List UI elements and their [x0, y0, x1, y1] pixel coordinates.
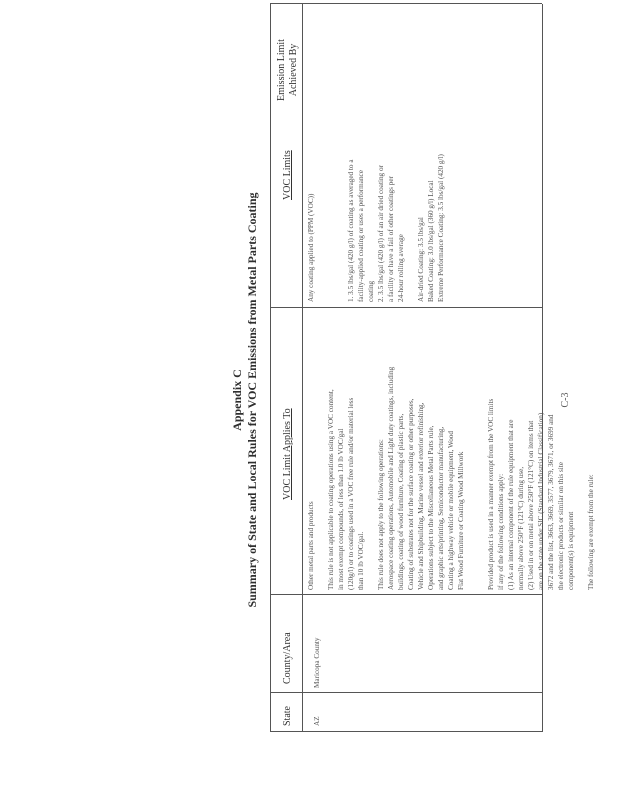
voc-limit-line	[336, 122, 346, 302]
row-state: AZ	[313, 716, 321, 726]
voc-limit-line	[316, 122, 326, 302]
applies-to-line: (2) Used in or on metal above 250°F (121°C) on items that	[527, 420, 535, 590]
applies-to-line: Operations subject to the Miscellaneous Metal Parts rule,	[427, 425, 435, 590]
voc-limit-line	[326, 122, 336, 302]
appendix-label: Appendix C	[230, 369, 244, 431]
applies-to-line: Flat Wood Furniture or Coating Wood Millwork	[457, 451, 465, 590]
col-divider-voc	[270, 307, 542, 308]
header-voc-limits: VOC Limits	[282, 150, 293, 200]
applies-to-line	[316, 312, 326, 590]
page-title: Summary of State and Local Rules for VOC Emissions from Metal Parts Coating	[245, 192, 259, 608]
voc-limit-line: a facility or have a fail of other coatings per	[387, 176, 395, 302]
applies-to-line: in most exempt compounds, of less than 1.0 lb VOC/gal	[337, 428, 345, 590]
applies-to-line: if any of the following conditions apply:	[497, 473, 505, 590]
col-divider-state	[270, 692, 542, 693]
applies-to-line: This rule is not applicable to coating operations using a VOC content,	[327, 389, 335, 590]
applies-to-line: are on the state under SIC (Standard Industrial Classification)	[537, 412, 545, 590]
applies-to-line: than 10 lb VOC/gal.	[357, 531, 365, 590]
voc-limit-line: facility-applied coating or uses a performance	[357, 170, 365, 302]
applies-to-line: The following are exempt from the rule:	[587, 474, 595, 590]
applies-to-line: (1) As an internal component of the rule equipment that are	[507, 419, 515, 590]
voc-limit-line: coating	[367, 280, 375, 302]
table-top-rule	[270, 4, 271, 732]
voc-limit-line: Extreme Performance Coating: 3.5 lbs/gal (420 g/l)	[437, 154, 445, 302]
voc-limit-line: Baked Coating: 3.0 lbs/gal (360 g/l) Local	[427, 180, 435, 302]
applies-to-line: Other metal parts and products	[307, 501, 315, 590]
applies-to-line: component(s) is equipment	[567, 511, 575, 590]
page-number: C-3	[560, 392, 571, 408]
applies-to-line: buildings, coating of wood furniture, Coating of plastic parts,	[397, 413, 405, 590]
header-state: State	[282, 706, 293, 726]
applies-to-line: Coating a highway vehicle or mobile equipment, Wood	[447, 431, 455, 590]
applies-to-line	[466, 312, 476, 590]
table-left-border	[270, 731, 542, 732]
row-county: Maricopa County	[313, 637, 321, 688]
table-right-border	[270, 3, 542, 4]
applies-to-line	[476, 312, 486, 590]
voc-limit-line: Air-dried Coating: 3.5 lbs/gal	[417, 217, 425, 302]
voc-limit-line: 24-hour rolling average	[397, 234, 405, 302]
applies-to-line: This rule does not apply to the following operations:	[377, 439, 385, 590]
voc-limit-line	[406, 122, 416, 302]
applies-to-line	[366, 312, 376, 590]
applies-to-line: and graphic arts/printing, Semiconductor manufacturing,	[437, 426, 445, 590]
row-emission-limit-text	[306, 8, 456, 116]
header-emission-limit: Emission Limit Achieved By	[276, 39, 299, 101]
voc-limit-line: 2. 3.5 lbs/gal (420 g/l) of an air dried coating or	[377, 165, 385, 302]
applies-to-line	[576, 312, 586, 590]
applies-to-line: Coating of substrates not for the surface coating or other purposes,	[407, 398, 415, 590]
voc-limit-line: 1. 3.5 lbs/gal (420 g/l) of coating as averaged to a	[347, 159, 355, 302]
applies-to-line: normally above 250°F (121°C) during use,	[517, 466, 525, 590]
applies-to-line: the electronic products or similar on this site	[557, 462, 565, 590]
col-divider-county	[270, 594, 542, 595]
applies-to-line: Provided product is used in a manner exempt from the VOC limits	[487, 398, 495, 590]
applies-to-line: Aerospace coating operations, Automobile and Light duty coatings, including	[387, 366, 395, 590]
applies-to-line: Vehicle and Shipbuilding, Marine vessel and exterior refinishing,	[417, 402, 425, 590]
header-county: County/Area	[282, 632, 293, 684]
applies-to-line: (120g/l) or to coatings used in a VOC free rule and/or material less	[347, 397, 355, 590]
row-voc-limits-text	[306, 122, 456, 302]
header-applies-to: VOC Limit Applies To	[282, 408, 293, 500]
table-header-rule	[302, 4, 303, 732]
applies-to-line: 3672 and the list, 3663, 3669, 3577, 3679, 3671, or 3699 and	[547, 414, 555, 590]
voc-limit-line: Any coating applied to (PPM (VOC))	[307, 193, 315, 302]
